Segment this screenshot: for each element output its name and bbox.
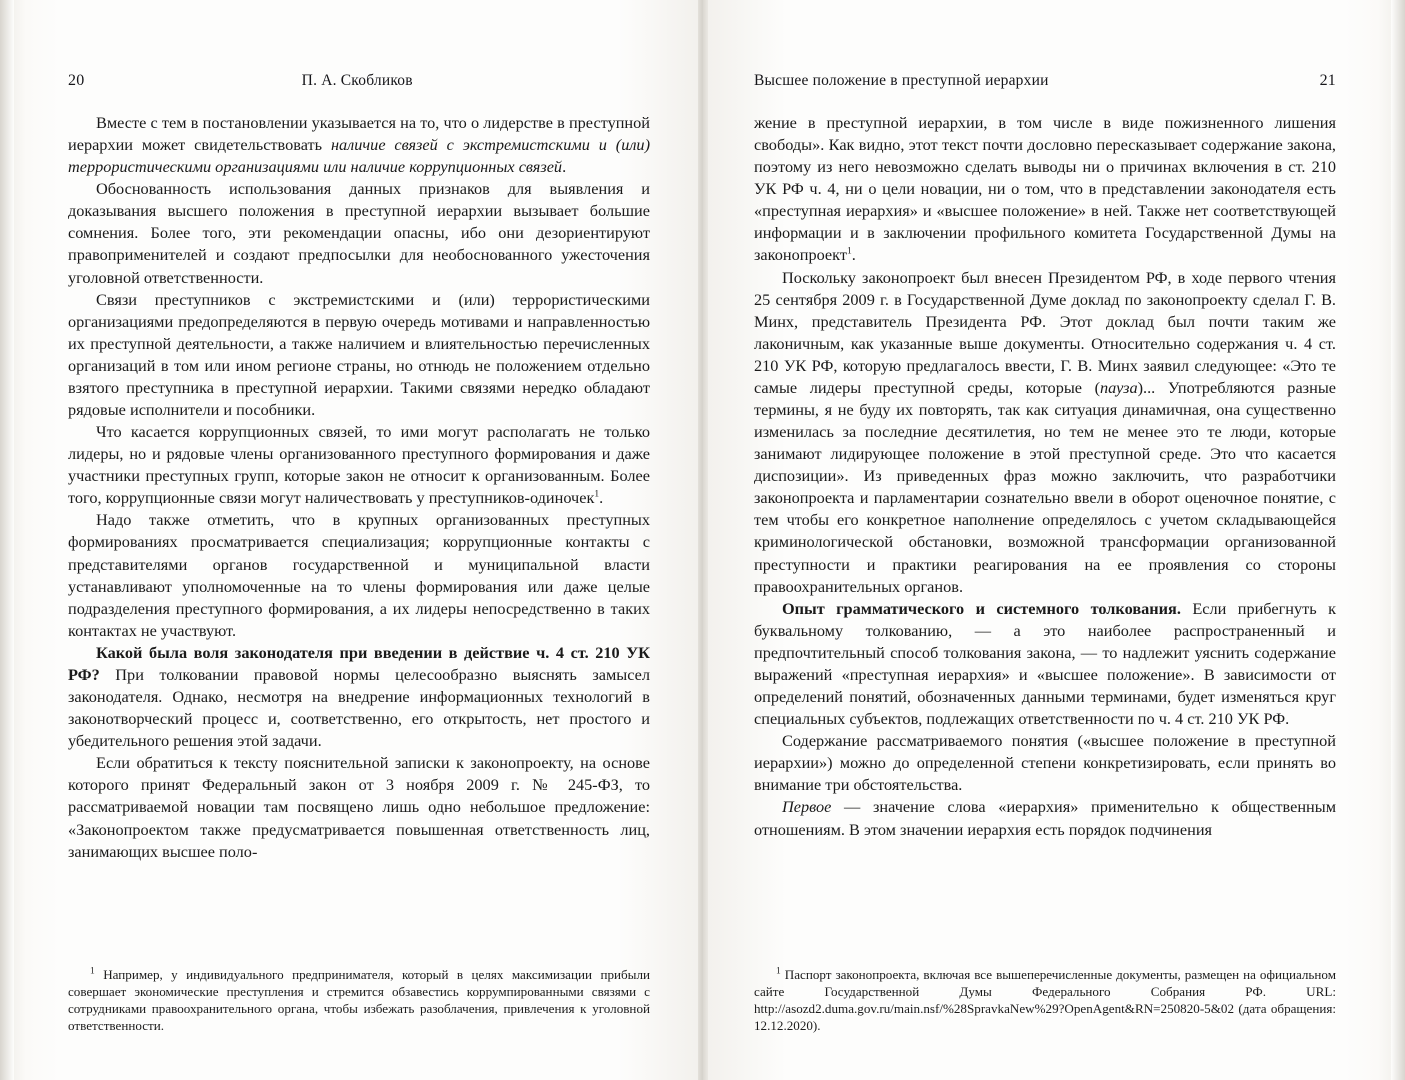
text-run: Надо также отметить, что в крупных организованных преступных формированиях просматривается специализация; коррупционные контакты с представителями органов государственной и муниципальной власти устанавливают уполномоченные на то члены формирования или даже целые подразделения преступного формирования, а их лидеры непосредственно в таких контактах не участвуют. (68, 510, 650, 640)
right-footnote-body: Паспорт законопроекта, включая все вышеперечисленные документы, размещен на официальном сайте Государственной Думы Федерального Собрания РФ. URL: http://asozd2.duma.gov.ru/main.nsf/%28SpravkaNew%29?OpenAgent&RN=250820-5&02 (дата обращения: 12.12.2020). (754, 966, 1336, 1033)
right-page (702, 0, 1404, 1080)
left-page-number: 20 (68, 72, 85, 89)
text-run: )... Употребляются разные термины, я не буду их повторять, так как ситуация динамичная, она существенно изменилась за последние десятилетия, но тем не менее это те люди, которые занимают лидирующее положение в этой преступной среде. Это что касается диспозиции». Из приведенных фраз можно заключить, что разработчики законопроекта и парламентарии сознательно ввели в оборот оценочное понятие, с тем чтобы его конкретное наполнение определялось с учетом складывающейся криминологической обстановки, возможной трансформации организованной преступности и практики реагирования на ее проявления со стороны правоохранительных органов. (754, 377, 1336, 596)
text-run: Содержание рассматриваемого понятия («высшее положение в преступной иерархии») можно до определенной степени конкретизировать, если принять во внимание три обстоятельства. (754, 731, 1336, 795)
left-page-edge (0, 0, 14, 1080)
paragraph (754, 598, 1336, 730)
paragraph (68, 752, 650, 862)
paragraph (754, 730, 1336, 796)
right-footnote (754, 962, 1336, 1034)
text-run: Если обратиться к тексту пояснительной записки к законопроекту, на основе которого принят Федеральный закон от 3 ноября 2009 г. № 245-ФЗ, то рассматриваемой новации там посвящено лишь одно небольшое предложение: «Законопроектом также предусматривается повышенная ответственность лиц, занимающих высшее поло- (68, 753, 650, 861)
left-page (0, 0, 702, 1080)
footnote-separator (68, 962, 154, 963)
left-footnote-marker: 1 (90, 966, 95, 977)
heading-run: Опыт грамматического и системного толкования. (782, 598, 1181, 618)
right-footnote-text (754, 966, 1336, 1034)
text-run: При толковании правовой нормы целесообразно выяснять замысел законодателя. Однако, несмотря на внедрение информационных технологий в законотворческий процесс и, соответственно, его открытость, нет простого и убедительного решения этой задачи. (68, 664, 650, 751)
text-run: Связи преступников с экстремистскими и (или) террористическими организациями предопределяются в первую очередь мотивами и направленностью их преступной деятельности, а также наличием и влиятельностью перечисленных организаций в том или ином регионе страны, но отнюдь не положением отдельно взятого преступника в преступной иерархии. Такими связями нередко обладают рядовые исполнители и пособники. (68, 289, 650, 420)
emphasis-text: пауза (1100, 377, 1138, 397)
paragraph (68, 178, 650, 288)
paragraph (68, 112, 650, 178)
left-body-text (68, 112, 650, 863)
paragraph (754, 112, 1336, 267)
left-footnote-body: Например, у индивидуального предпринимателя, который в целях максимизации прибыли совершает экономические преступления и стремится обзавестись коррумпированными связями с сотрудниками правоохранительного органа, чтобы избежать разоблачения, привлечения к уголовной ответственности. (68, 966, 651, 1033)
emphasis-text: Первое (782, 797, 832, 817)
book-gutter (698, 0, 708, 1080)
emphasis-text: наличие связей с экстремистскими и (или) террористическими организациями или наличие коррупционных связей (68, 135, 650, 177)
right-body-text (754, 112, 1336, 841)
left-footnote-text (68, 966, 650, 1034)
text-run: Что касается коррупционных связей, то ими могут располагать не только лидеры, но и рядовые члены организованного преступного формирования и даже участники преступных групп, которые закон не относит к организованным. Более того, коррупционные связи могут наличествовать у преступников-одиночек (68, 422, 650, 508)
paragraph (68, 421, 650, 509)
right-running-head (754, 72, 1336, 94)
text-run: — значение слова «иерархия» применительно к общественным отношениям. В этом значении иерархия есть порядок подчинения (754, 797, 1336, 839)
heading-run: Какой была воля законодателя при введении в действие ч. 4 ст. 210 УК РФ? (68, 642, 650, 684)
right-running-title: Высшее положение в преступной иерархии (754, 72, 1049, 89)
right-footnote-marker: 1 (776, 966, 781, 977)
text-run: . (851, 245, 856, 265)
left-running-head (68, 72, 650, 94)
text-run: Поскольку законопроект был внесен Президентом РФ, в ходе первого чтения 25 сентября 2009 г. в Государственной Думе доклад по законопроекту сделал Г. В. Минх, представитель Президента РФ. Этот доклад был почти таким же лаконичным, как указанные выше документы. Относительно содержания ч. 4 ст. 210 УК РФ, которую предлагалось ввести, Г. В. Минх заявил следующее: «Это те самые лидеры преступной среды, которые ( (754, 267, 1336, 397)
right-page-number: 21 (1319, 72, 1336, 89)
footnote-reference: 1 (594, 489, 600, 500)
paragraph (754, 796, 1336, 840)
footnote-separator (754, 962, 840, 963)
text-run: Если прибегнуть к буквальному толкованию, — а это наиболее распространенный и предпочтительный способ толкования закона, — то надлежит уяснить содержание выражений «преступная иерархия» и «высшее положение». В зависимости от определений понятий, обозначенных данными терминами, будет изменяться круг специальных субъектов, подлежащих ответственности по ч. 4 ст. 210 УК РФ. (754, 598, 1336, 729)
text-run: . (562, 157, 567, 177)
paragraph (68, 289, 650, 421)
right-page-edge (1391, 0, 1405, 1080)
text-run: . (599, 488, 604, 508)
left-footnote (68, 962, 650, 1034)
text-run: жение в преступной иерархии, в том числе в виде пожизненного лишения свободы». Как видно, этот текст почти дословно пересказывает содержание закона, поэтому из него невозможно сделать выводы ни о причинах включения в ст. 210 УК РФ ч. 4, ни о цели новации, ни о том, что в представлении законодателя есть «преступная иерархия» и «высшее положение» в ней. Также нет соответствующей информации и в заключении профильного комитета Государственной Думы на законопроект (754, 113, 1336, 265)
paragraph (68, 642, 650, 752)
paragraph (68, 509, 650, 641)
footnote-reference: 1 (846, 247, 852, 258)
paragraph (754, 267, 1336, 598)
text-run: Обоснованность использования данных признаков для выявления и доказывания высшего положения в преступной иерархии вызывает большие сомнения. Более того, эти рекомендации опасны, ибо они дезориентируют правоприменителей и создают предпосылки для необоснованного ужесточения уголовной ответственности. (68, 179, 650, 287)
left-running-title: П. А. Скобликов (301, 72, 413, 89)
text-run: Вместе с тем в постановлении указывается на то, что о лидерстве в преступной иерархии может свидетельствовать (68, 113, 650, 155)
